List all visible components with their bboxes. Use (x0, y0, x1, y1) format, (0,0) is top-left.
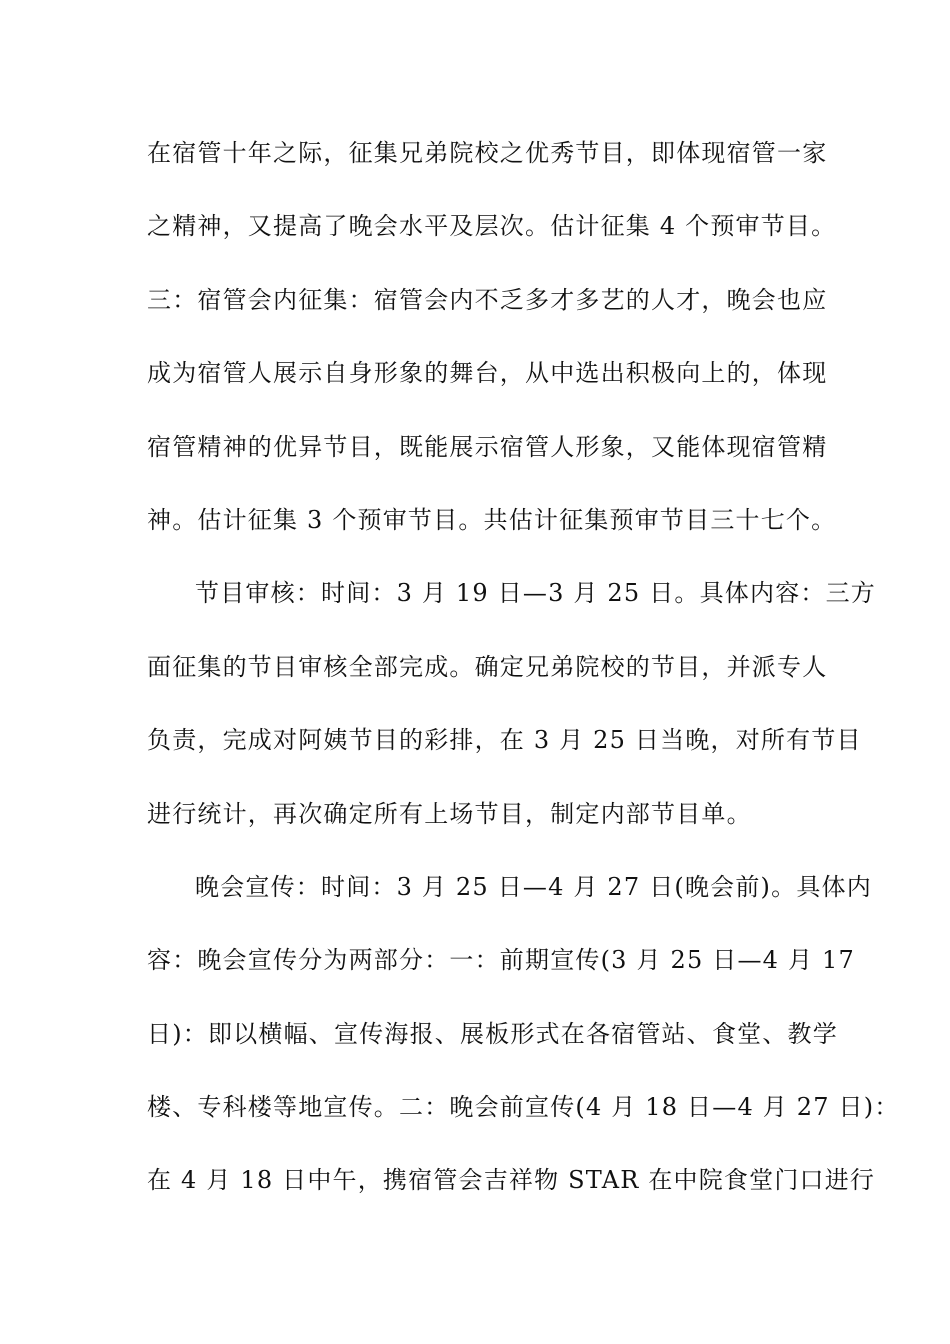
text-line-8: 面征集的节目审核全部完成。确定兄弟院校的节目，并派专人 (147, 652, 828, 681)
text-line-2: 之精神，又提高了晚会水平及层次。估计征集 4 个预审节目。 (147, 212, 837, 241)
body-text (147, 128, 900, 1229)
text-line-10: 进行统计，再次确定所有上场节目，制定内部节目单。 (147, 799, 752, 828)
text-line-14: 楼、专科楼等地宣传。二：晚会前宣传(4 月 18 日—4 月 27 日)： (147, 1093, 900, 1122)
text-line-12: 容：晚会宣传分为两部分：一：前期宣传(3 月 25 日—4 月 17 (147, 946, 855, 975)
text-line-3: 三：宿管会内征集：宿管会内不乏多才多艺的人才，晚会也应 (147, 285, 828, 314)
text-line-4: 成为宿管人展示自身形象的舞台，从中选出积极向上的，体现 (147, 359, 828, 388)
text-line-7: 节目审核：时间：3 月 19 日—3 月 25 日。具体内容：三方 (195, 579, 876, 608)
text-line-5: 宿管精神的优异节目，既能展示宿管人形象，又能体现宿管精 (147, 432, 828, 461)
text-line-6: 神。估计征集 3 个预审节目。共估计征集预审节目三十七个。 (147, 505, 837, 534)
text-line-11: 晚会宣传：时间：3 月 25 日—4 月 27 日(晚会前)。具体内 (195, 872, 872, 901)
text-line-1: 在宿管十年之际，征集兄弟院校之优秀节目，即体现宿管一家 (147, 139, 828, 167)
text-line-9: 负责，完成对阿姨节目的彩排，在 3 月 25 日当晚，对所有节目 (147, 726, 862, 755)
text-line-13: 日)：即以横幅、宣传海报、展板形式在各宿管站、食堂、教学 (147, 1019, 838, 1048)
text-line-15: 在 4 月 18 日中午，携宿管会吉祥物 STAR 在中院食堂门口进行 (147, 1166, 876, 1195)
